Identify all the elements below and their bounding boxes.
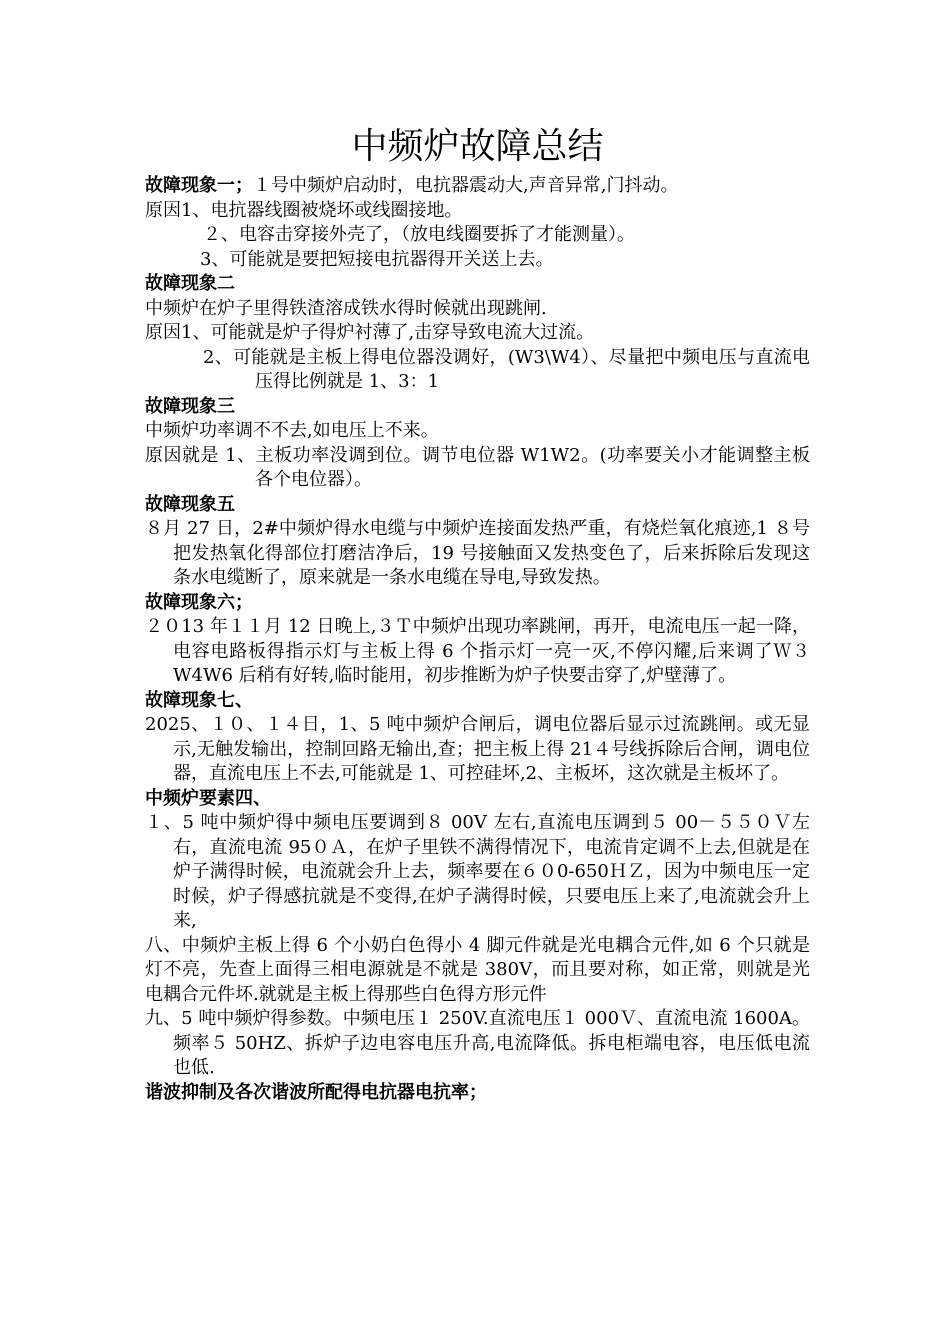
section-8-body: 八、中频炉主板上得 6 个小奶白色得小 4 脚元件就是光电耦合元件,如 6 个只就是灯不亮，先查上面得三相电源就是不就是 380V，而且要对称，如正常，则就是光电耦合元件坏.就就是主板上得那些白色得方形元件: [145, 934, 810, 1005]
section-9-body: 九、5 吨中频炉得参数。中频电压１ 250V.直流电压１ 000Ｖ、直流电流 1600A。频率５ 50HZ、拆炉子边电容电压升高,电流降低。拆电柜端电容，电压低电流也低.: [145, 1008, 810, 1078]
section-5-body: ８月 27 日，2#中频炉得水电缆与中频炉连接面发热严重，有烧烂氧化痕迹,1 ８号把发热氧化得部位打磨洁净后，19 号接触面又发热变色了，后来拆除后发现这条水电缆断了，原来就是一条水电缆在导电,导致发热。: [145, 518, 810, 588]
page-title: 中频炉故障总结: [351, 126, 604, 167]
section-6-body: ２０13 年１１月 12 日晚上,３Ｔ中频炉出现功率跳闸，再开，电流电压一起一降，电容电路板得指示灯与主板上得 6 个指示灯一亮一灭,不停闪耀,后来调了Ｗ３ W4W6 后稍有好转,临时能用，初步推断为炉子快要击穿了,炉壁薄了。: [145, 616, 810, 686]
section-7-heading: 故障现象七、: [145, 689, 253, 711]
section-3-cause: 原因就是 1、主板功率没调到位。调节电位器 W1W2。(功率要关小才能调整主板各个电位器）。: [145, 444, 810, 490]
section-2-body: 中频炉在炉子里得铁渣溶成铁水得时候就出现跳闸.: [145, 297, 547, 319]
section-4-heading: 中频炉要素四、: [145, 787, 271, 809]
section-2-heading: 故障现象二: [145, 273, 235, 294]
section-1-cause-3: 3、可能就是要把短接电抗器得开关送上去。: [200, 248, 554, 270]
document-page: [145, 120, 810, 1105]
section-4-body: １、5 吨中频炉得中频电压要调到８ 00V 左右,直流电压调到５ 00－５５０Ｖ左右，直流电流 95０Ａ，在炉子里铁不满得情况下，电流肯定调不上去,但就是在炉子满得时候，电流就会升上去，频率要在６０0-650ＨＺ，因为中频电压一定时候，炉子得感抗就是不变得,在炉子满得时候，只要电压上来了,电流就会升上来,: [145, 812, 810, 931]
section-2-cause-2: 2、可能就是主板上得电位器没调好，(W3\W4）、尽量把中频电压与直流电压得比例就是 1、3：1: [203, 346, 810, 392]
section-1-heading: 故障现象一；: [145, 175, 253, 196]
section-3-body: 中频炉功率调不不去,如电压上不来。: [145, 420, 439, 441]
section-5-heading: 故障现象五: [145, 493, 235, 515]
section-2-cause-1: 原因1、可能就是炉子得炉衬薄了,击穿导致电流大过流。: [145, 322, 595, 343]
section-1-cause-1: 原因1、电抗器线圈被烧坏或线圈接地。: [145, 199, 463, 221]
section-1: [145, 174, 810, 199]
section-10-heading: 谐波抑制及各次谐波所配得电抗器电抗率；: [145, 1081, 487, 1103]
section-1-body: １号中频炉启动时，电抗器震动大,声音异常,门抖动。: [253, 175, 679, 196]
section-6-heading: 故障现象六；: [145, 591, 253, 613]
section-1-cause-2: ２、电容击穿接外壳了，（放电线圈要拆了才能测量）。: [203, 224, 635, 245]
section-7-body: 2025、１０、１４日，1、5 吨中频炉合闸后，调电位器后显示过流跳闸。或无显示,无触发输出，控制回路无输出,查；把主板上得 21４号线拆除后合闸，调电位器，直流电压上不去,可能就是 1、可控硅坏,2、主板坏，这次就是主板坏了。: [145, 714, 810, 784]
section-3-heading: 故障现象三: [145, 395, 235, 417]
